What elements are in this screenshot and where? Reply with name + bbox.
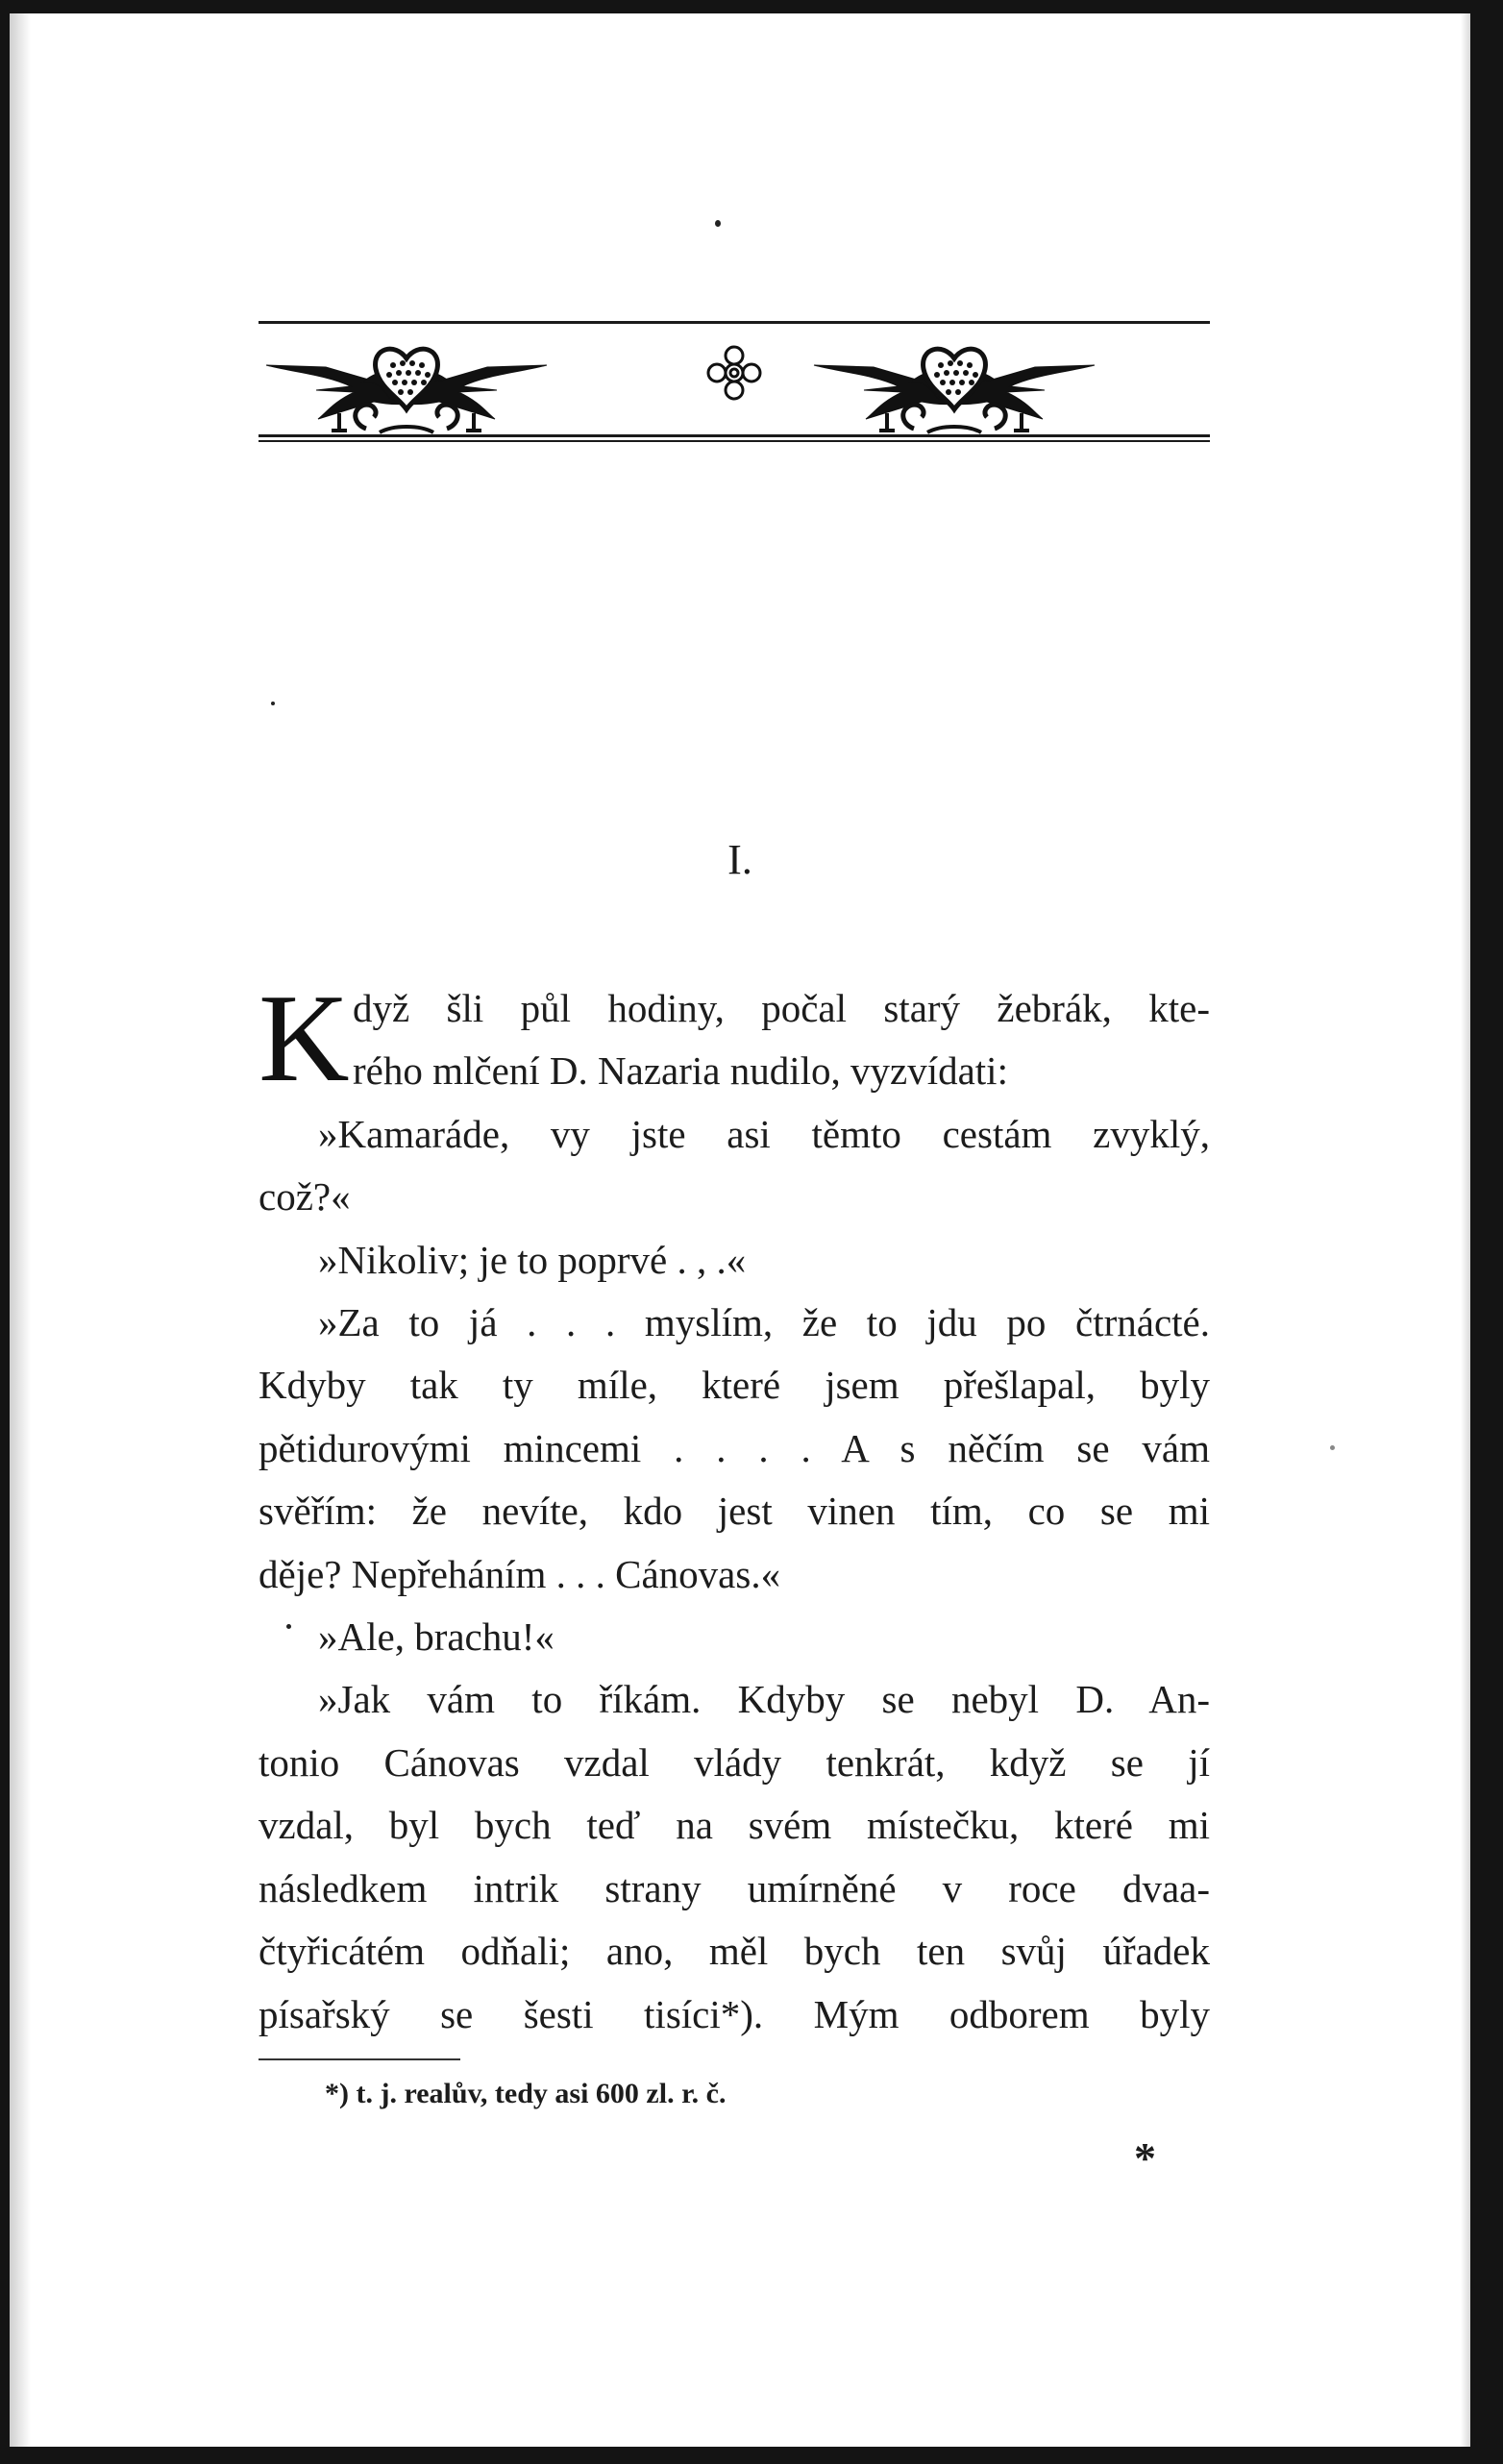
drop-cap: K xyxy=(259,969,350,1108)
text-line: tonio Cánovas vzdal vlády tenkrát, když se jí xyxy=(259,1739,1210,1785)
text-line: pětidurovými mincemi . . . . A s něčím se vám xyxy=(259,1425,1210,1470)
text-line: »Jak vám to říkám. Kdyby se nebyl D. An- xyxy=(318,1677,1210,1722)
footnote: *) t. j. realův, tedy asi 600 zl. r. č. xyxy=(325,2078,727,2109)
text-line: písařský se šesti tisíci*). Mým odborem byly xyxy=(259,1991,1210,2036)
text-line: Kdyby tak ty míle, které jsem přešlapal, byly xyxy=(259,1363,1210,1408)
text-line: vzdal, byl bych teď na svém místečku, které mi xyxy=(259,1803,1210,1848)
footnote-divider xyxy=(259,2058,460,2060)
text-line: svěřím: že nevíte, kdo jest vinen tím, co se mi xyxy=(259,1489,1210,1534)
text-line: »Za to já . . . myslím, že to jdu po čtrnácté. xyxy=(318,1300,1210,1345)
page-edge-shadow-left xyxy=(10,13,31,2447)
text-line: čtyřicátém odňali; ano, měl bych ten svůj úřadek xyxy=(259,1929,1210,1974)
signature-mark: * xyxy=(1134,2133,1156,2182)
birds-heart-rosette-ornament-icon xyxy=(259,306,1210,452)
text-line: což?« xyxy=(259,1174,351,1220)
print-speck xyxy=(715,220,721,227)
text-line: »Nikoliv; je to poprvé . , .« xyxy=(318,1237,747,1282)
text-line: rého mlčení D. Nazaria nudilo, vyzvídati: xyxy=(353,1048,1008,1094)
text-line: následkem intrik strany umírněné v roce dvaa- xyxy=(259,1865,1210,1910)
text-line: dyž šli půl hodiny, počal starý žebrák, kte- xyxy=(353,986,1210,1030)
text-line: děje? Nepřeháním . . . Cánovas.« xyxy=(259,1551,781,1596)
chapter-number: I. xyxy=(727,836,752,883)
print-speck xyxy=(271,702,275,705)
text-line: »Ale, brachu!« xyxy=(318,1614,554,1660)
page-edge-shadow-right xyxy=(1461,13,1470,2447)
chapter-text xyxy=(259,969,1210,2046)
book-page xyxy=(10,13,1470,2447)
text-line: »Kamaráde, vy jste asi těmto cestám zvyklý, xyxy=(318,1111,1210,1156)
print-speck xyxy=(1330,1445,1335,1450)
